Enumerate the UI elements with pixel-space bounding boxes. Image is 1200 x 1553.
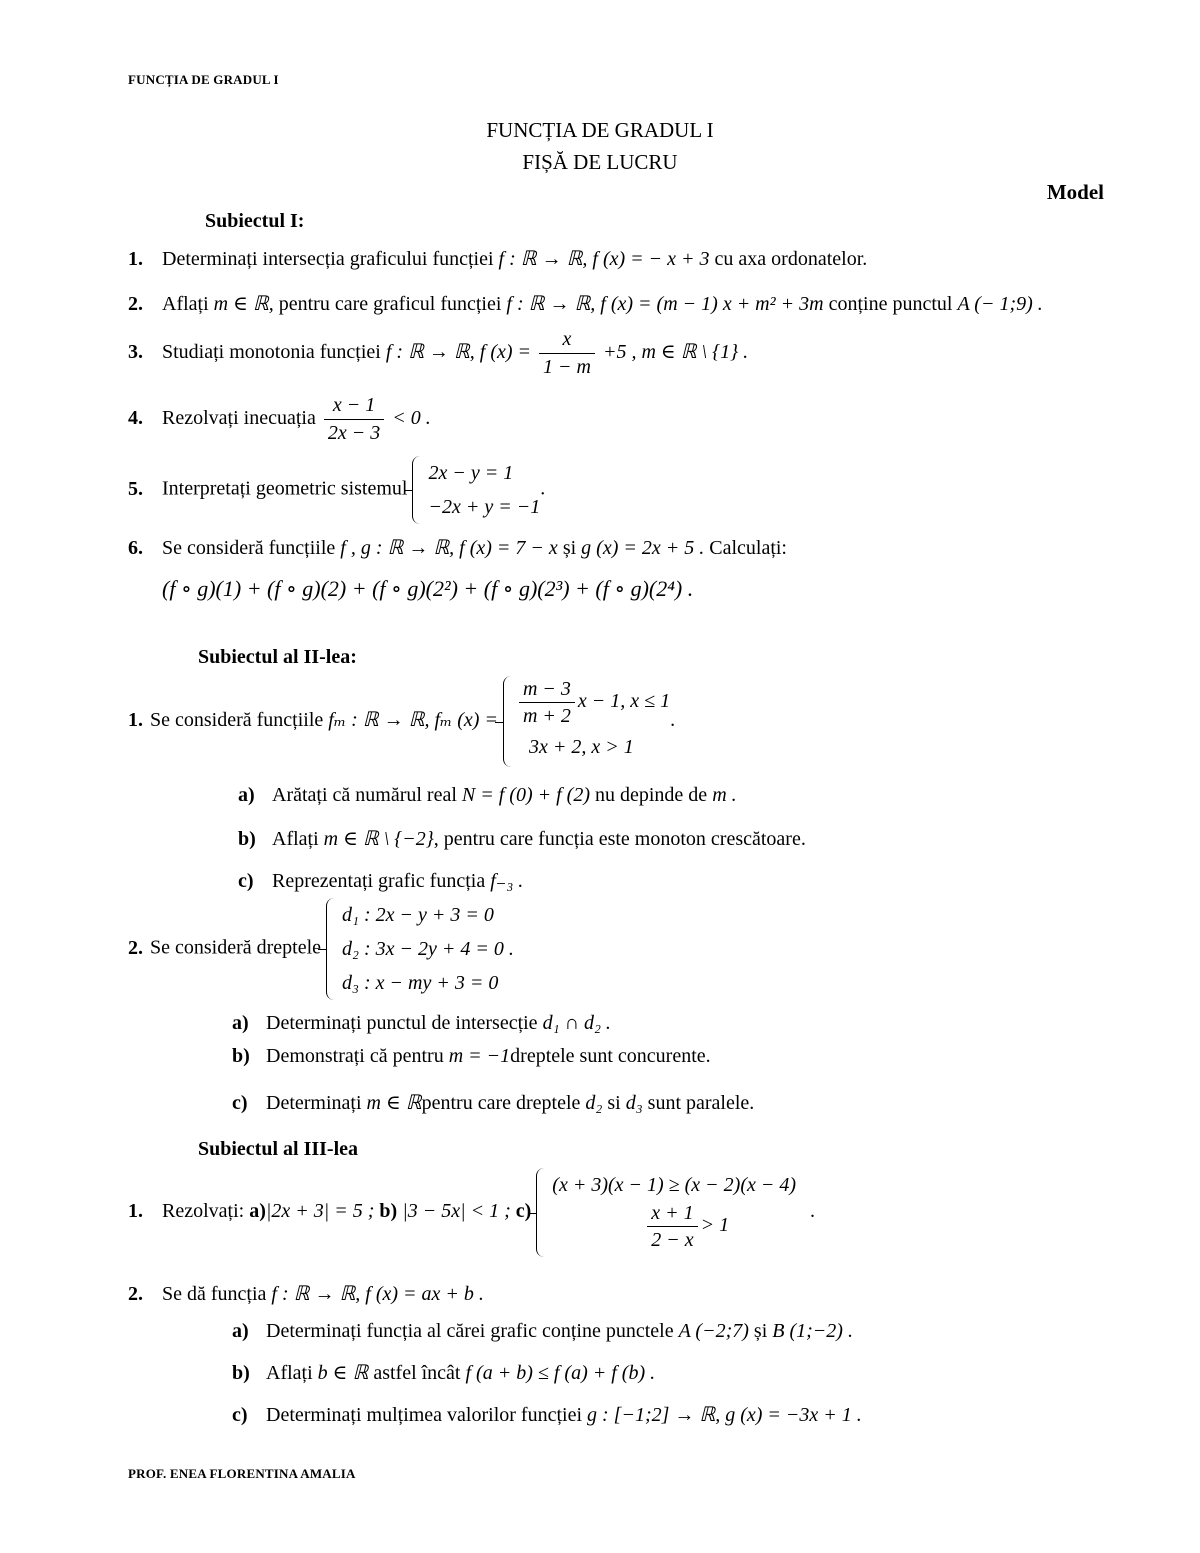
s3-problem-1: [128, 1168, 815, 1257]
inequality-tail: > 1: [700, 1214, 730, 1237]
formula: N = f (0) + f (2): [461, 784, 590, 806]
section-3-heading: Subiectul al III-lea: [198, 1138, 359, 1160]
problem-text: Aflați: [266, 1362, 313, 1384]
fraction: [539, 328, 595, 379]
fraction: [519, 678, 575, 727]
subpoint-label: c): [232, 1404, 248, 1426]
problem-text: Se consideră funcțiile: [150, 709, 324, 732]
document-subtitle: FIȘĂ DE LUCRU: [522, 150, 678, 174]
formula: f : ℝ → ℝ, f (x) =: [385, 341, 532, 364]
system-equation-1: 2x − y = 1: [428, 462, 514, 484]
problem-text-tail: nu depinde de: [595, 784, 708, 806]
problem-number: 4.: [128, 407, 143, 430]
piece-1: [519, 676, 670, 727]
subpoint-label: c): [238, 870, 254, 892]
s2-problem-1: [128, 676, 675, 767]
punctuation: .: [670, 709, 676, 732]
formula: < 0 .: [392, 407, 431, 430]
s3-problem-2: [128, 1281, 484, 1306]
problem-text: Determinați: [266, 1092, 362, 1114]
problem-text: Studiați monotonia funcției: [162, 341, 381, 364]
formula: f : ℝ → ℝ, f (x) = (m − 1) x + m² + 3m: [506, 293, 824, 315]
formula: g (x) = 2x + 5 .: [581, 537, 705, 559]
problem-text-tail: sunt paralele.: [647, 1092, 755, 1114]
formula: |3 − 5x| < 1 ;: [402, 1200, 511, 1223]
model-label: Model: [1046, 180, 1104, 204]
fraction-denominator: m + 2: [519, 702, 575, 727]
problem-text-tail: conține punctul: [828, 293, 953, 315]
s1-problem-2: [128, 291, 1043, 316]
problem-text: Rezolvați:: [162, 1200, 245, 1223]
problem-text: Aflați: [162, 293, 209, 315]
fraction-numerator: x + 1: [651, 1202, 694, 1224]
formula: fₘ : ℝ → ℝ, fₘ (x) =: [328, 709, 498, 732]
formula: m ∈ ℝ: [366, 1092, 422, 1114]
punctuation: .: [810, 1200, 816, 1223]
problem-number: 2.: [128, 1283, 143, 1305]
s1-problem-4: [128, 394, 431, 445]
problem-text: Demonstrați că pentru: [266, 1045, 444, 1067]
problem-number: 2.: [128, 293, 143, 315]
conjunction: și: [753, 1320, 768, 1342]
document-title: FUNCȚIA DE GRADUL I: [486, 118, 714, 142]
formula: f (a + b) ≤ f (a) + f (b) .: [465, 1362, 656, 1384]
line-d1: d₁ : 2x − y + 3 = 0: [342, 904, 494, 926]
punctuation: .: [540, 477, 546, 500]
problem-text-tail: Calculați:: [709, 537, 787, 559]
problem-text: Determinați funcția al cărei grafic conține punctele: [266, 1320, 674, 1342]
line-d3: d₃ : x − my + 3 = 0: [342, 972, 499, 994]
fraction: [647, 1202, 697, 1251]
subpoint-label: a): [238, 784, 255, 806]
fraction-denominator: 1 − m: [539, 353, 595, 379]
problem-text-tail: cu axa ordonatelor.: [714, 248, 868, 270]
formula: f , g : ℝ → ℝ, f (x) = 7 − x: [340, 537, 558, 559]
formula: d₁ ∩ d₂ .: [542, 1012, 611, 1034]
formula: d₂: [585, 1092, 603, 1114]
piecewise-definition: [503, 676, 670, 767]
fraction-numerator: x: [562, 328, 572, 350]
fraction-numerator: m − 3: [522, 678, 571, 700]
problem-number: 5.: [128, 477, 143, 500]
subpoint-label: a): [249, 1200, 266, 1223]
inequality-system: [536, 1168, 796, 1257]
system-inequality-2: [552, 1202, 796, 1257]
s1-problem-1: [128, 246, 867, 271]
problem-number: 1.: [128, 709, 143, 732]
formula: m ∈ ℝ \ {−2}: [323, 828, 434, 850]
formula-condition: m ∈ ℝ \ {1} .: [641, 341, 749, 364]
system-equation-2: −2x + y = −1: [428, 496, 541, 518]
problem-number: 3.: [128, 341, 143, 364]
problem-text: Interpretați geometric sistemul: [162, 477, 408, 500]
s2-problem-2: [128, 898, 514, 1000]
problem-text: Reprezentați grafic funcția: [272, 870, 486, 892]
problem-number: 1.: [128, 248, 143, 270]
s2-problem-2b: [232, 1045, 711, 1068]
s2-problem-2c: [232, 1090, 754, 1115]
formula: g : [−1;2] → ℝ, g (x) = −3x + 1 .: [587, 1404, 862, 1426]
s1-problem-6: [128, 535, 787, 560]
formula: B (1;−2) .: [772, 1320, 853, 1342]
conjunction: și: [562, 537, 577, 559]
problem-text-mid: pentru care dreptele: [421, 1092, 581, 1114]
formula: b ∈ ℝ: [317, 1362, 369, 1384]
problem-text-tail: , pentru care funcția este monoton crescătoare.: [433, 828, 806, 850]
subpoint-label: a): [232, 1012, 249, 1034]
section-2-heading: Subiectul al II-lea:: [198, 646, 357, 668]
line-d2: d₂ : 3x − 2y + 4 = 0 .: [342, 938, 514, 960]
s1-problem-6-expression: (f ∘ g)(1) + (f ∘ g)(2) + (f ∘ g)(2²) + (f ∘ g)(2³) + (f ∘ g)(2⁴) .: [162, 576, 694, 601]
formula-point: A (− 1;9) .: [957, 293, 1043, 315]
fraction: [324, 394, 384, 445]
formula: f₋₃ .: [490, 870, 524, 892]
subpoint-label: b): [379, 1200, 398, 1223]
problem-number: 2.: [128, 936, 143, 959]
s2-problem-1a: [238, 784, 737, 807]
fraction-denominator: 2 − x: [647, 1226, 697, 1251]
s2-problem-2a: [232, 1012, 611, 1035]
formula: A (−2;7): [678, 1320, 749, 1342]
equation-system: [412, 456, 540, 524]
fraction-numerator: x − 1: [332, 394, 376, 416]
s3-problem-2b: [232, 1360, 655, 1385]
formula: |2x + 3| = 5 ;: [265, 1200, 375, 1223]
problem-text: Se dă funcția: [162, 1283, 267, 1305]
s2-problem-1b: [238, 826, 806, 851]
subpoint-label: a): [232, 1320, 249, 1342]
section-1-heading: Subiectul I:: [205, 210, 305, 232]
conjunction: si: [607, 1092, 621, 1114]
problem-text: Arătați că numărul real: [272, 784, 457, 806]
formula: +5 ,: [602, 341, 637, 364]
problem-number: 1.: [128, 1200, 143, 1223]
fraction-denominator: 2x − 3: [324, 419, 384, 445]
formula: f : ℝ → ℝ, f (x) = − x + 3: [498, 248, 710, 270]
formula: m ∈ ℝ,: [213, 293, 274, 315]
s2-problem-1c: [238, 868, 523, 893]
formula: m = −1: [448, 1045, 511, 1067]
subpoint-label: c): [515, 1200, 532, 1223]
system-inequality-1: (x + 3)(x − 1) ≥ (x − 2)(x − 4): [552, 1174, 797, 1196]
problem-text: Se consideră dreptele: [150, 936, 322, 959]
formula: m .: [712, 784, 737, 806]
problem-text-mid: astfel încât: [373, 1362, 461, 1384]
subpoint-label: b): [238, 828, 256, 850]
problem-text: Aflați: [272, 828, 319, 850]
running-header: FUNCȚIA DE GRADUL I: [128, 72, 279, 87]
subpoint-label: b): [232, 1045, 250, 1067]
problem-text: Determinați punctul de intersecție: [266, 1012, 538, 1034]
subpoint-label: c): [232, 1092, 248, 1114]
problem-number: 6.: [128, 537, 143, 559]
problem-text-mid: pentru care graficul funcției: [278, 293, 502, 315]
subpoint-label: b): [232, 1362, 250, 1384]
piece-1-tail: x − 1, x ≤ 1: [577, 690, 671, 713]
s3-problem-2c: [232, 1402, 862, 1427]
problem-text: Rezolvați inecuația: [162, 407, 316, 430]
s3-problem-2a: [232, 1320, 853, 1343]
page-footer: PROF. ENEA FLORENTINA AMALIA: [128, 1466, 356, 1481]
formula: f : ℝ → ℝ, f (x) = ax + b .: [271, 1283, 484, 1305]
formula: d₃: [625, 1092, 643, 1114]
piece-2: 3x + 2, x > 1: [528, 736, 634, 758]
problem-text: Se consideră funcțiile: [162, 537, 336, 559]
problem-text-tail: dreptele sunt concurente.: [510, 1045, 711, 1067]
problem-text: Determinați mulțimea valorilor funcției: [266, 1404, 583, 1426]
s1-problem-3: [128, 328, 748, 379]
problem-text: Determinați intersecția graficului funcției: [162, 248, 494, 270]
lines-system: [326, 898, 514, 1000]
s1-problem-5: [128, 456, 545, 524]
